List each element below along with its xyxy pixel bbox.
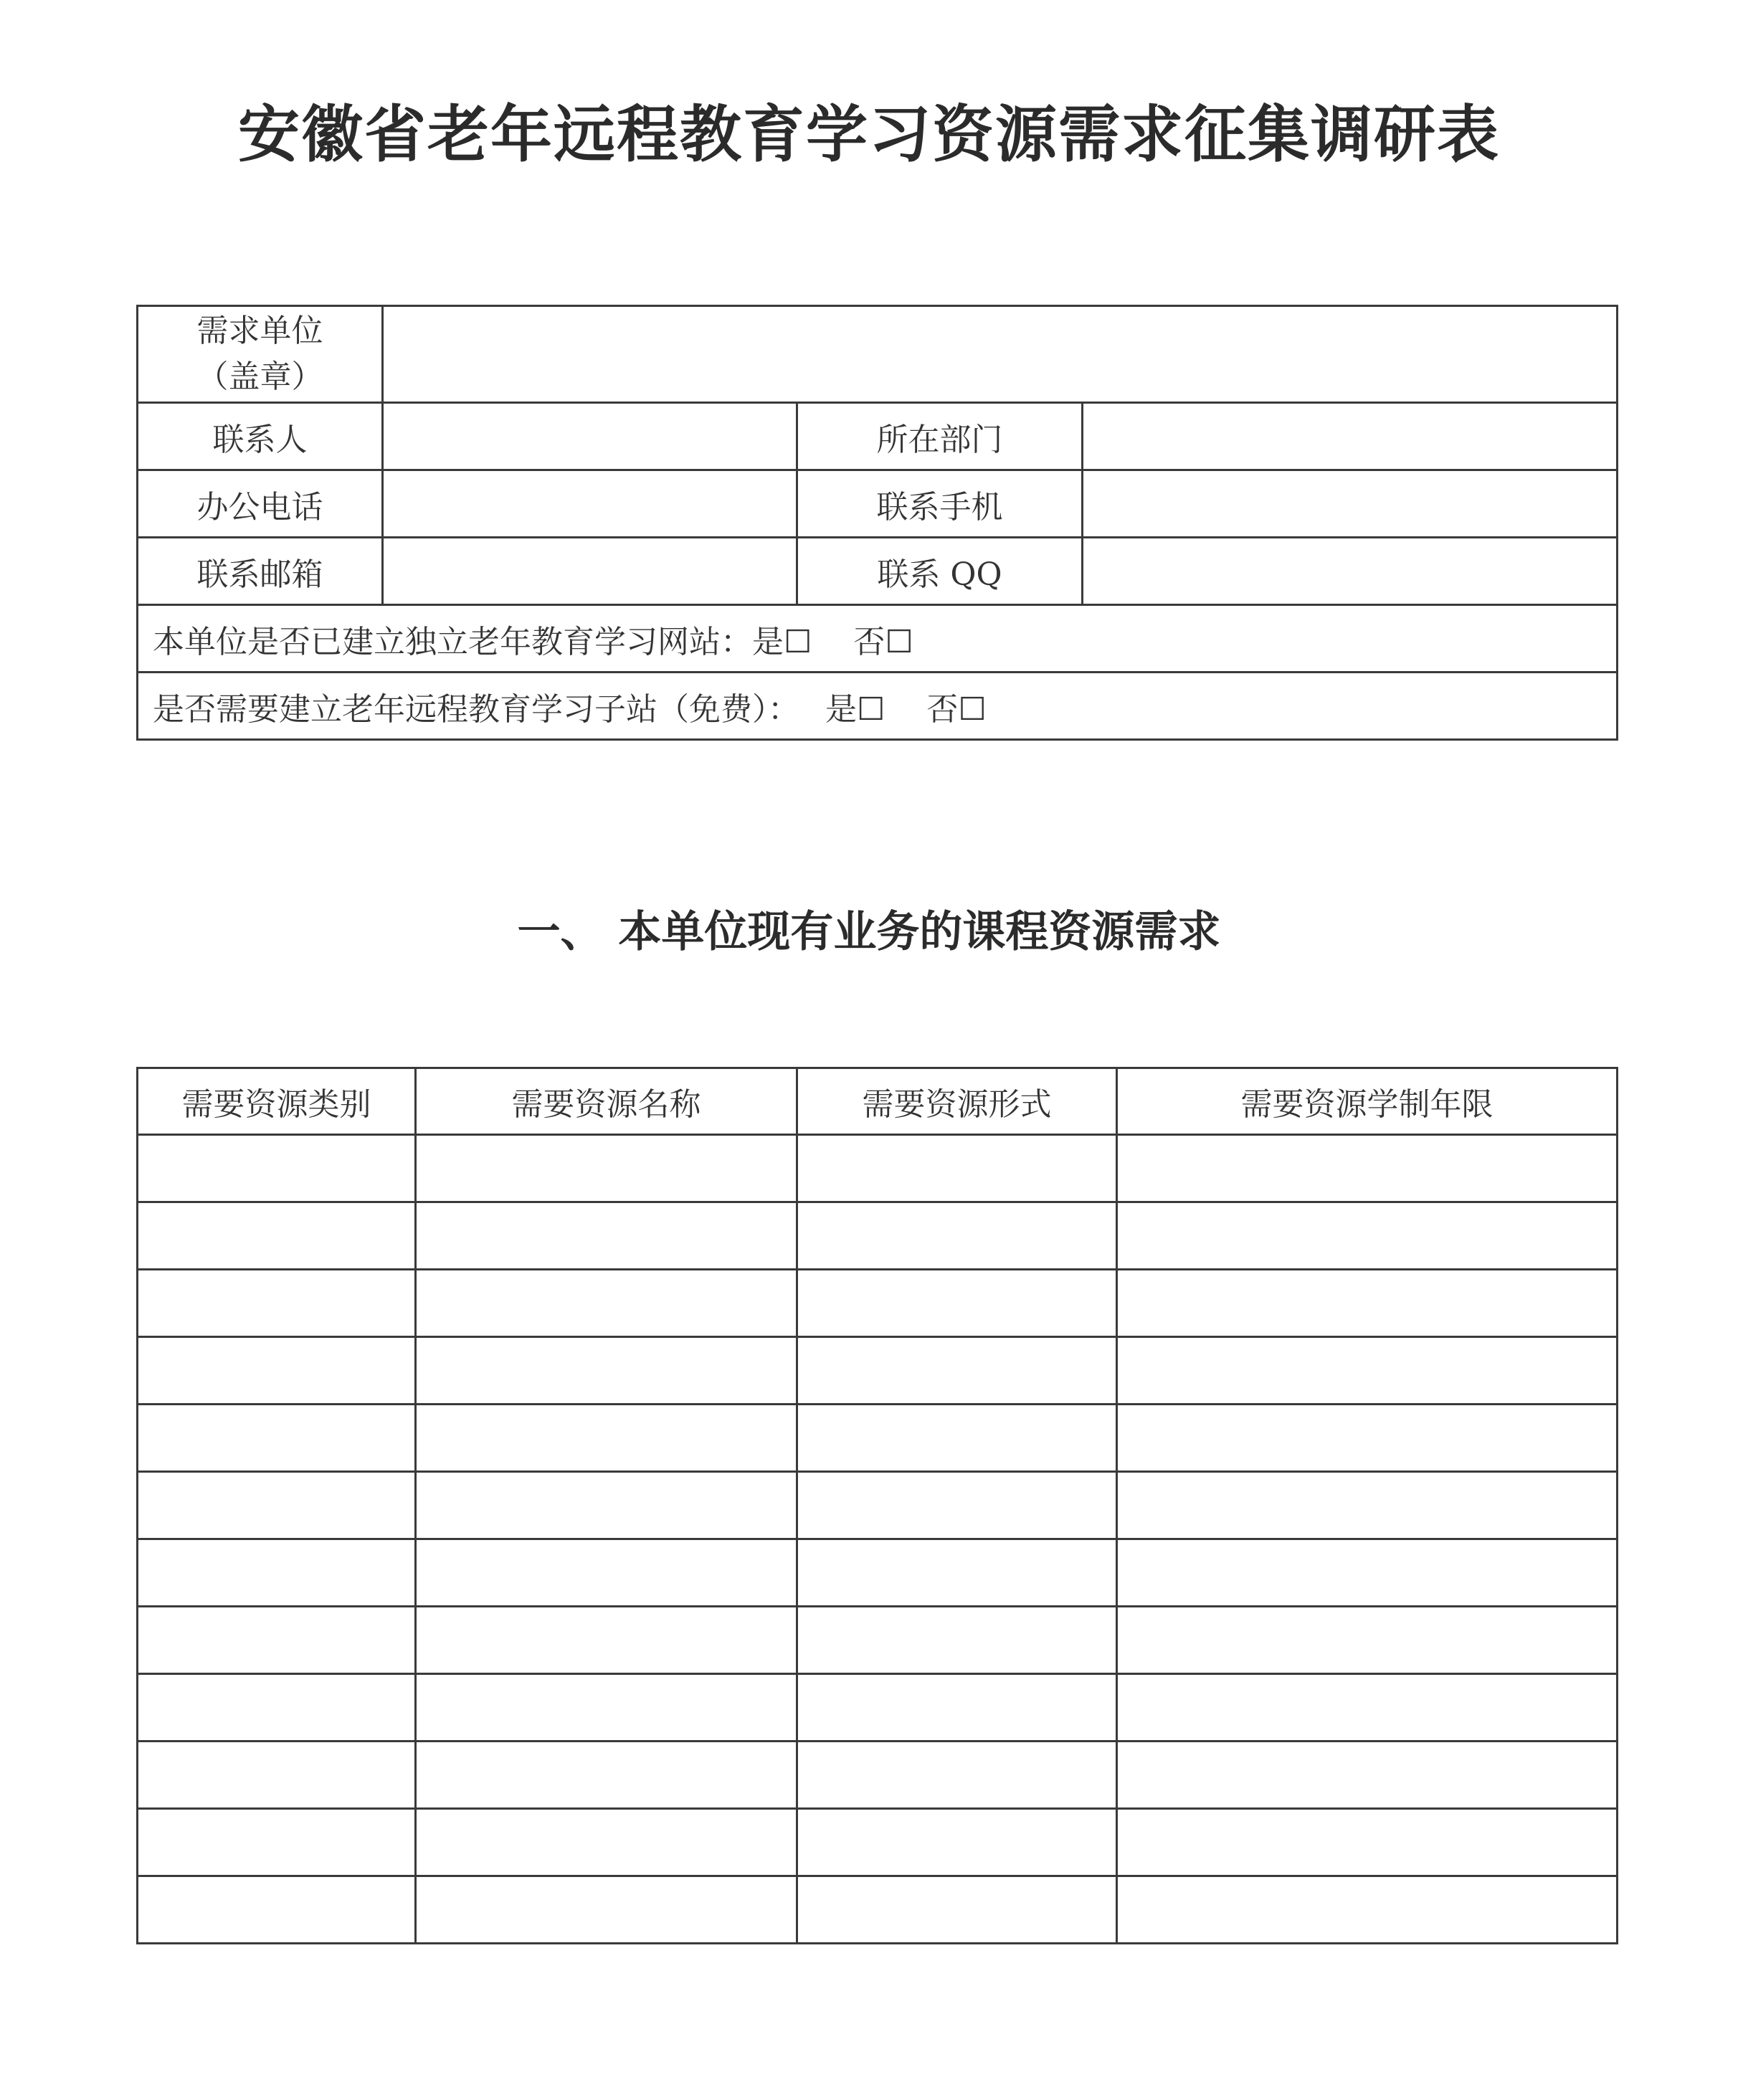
table-cell[interactable] [416,1674,797,1742]
department-label: 所在部门 [797,403,1083,470]
table-cell[interactable] [1117,1876,1618,1944]
header-resource-format: 需要资源形式 [797,1068,1117,1135]
table-cell[interactable] [416,1876,797,1944]
table-cell[interactable] [1117,1405,1618,1472]
table-row [138,1809,1618,1876]
unit-label: 需求单位 [196,313,323,349]
unit-field[interactable] [383,306,1618,403]
table-cell[interactable] [797,1270,1117,1337]
substation-question[interactable]: 是否需要建立老年远程教育学习子站（免费）： 是☐ 否☐ [138,673,1618,740]
table-cell[interactable] [138,1876,416,1944]
table-cell[interactable] [138,1135,416,1202]
table-cell[interactable] [797,1472,1117,1539]
table-cell[interactable] [1117,1472,1618,1539]
table-cell[interactable] [416,1202,797,1270]
table-cell[interactable] [797,1809,1117,1876]
table-cell[interactable] [797,1405,1117,1472]
table-row [138,1742,1618,1809]
contact-info-table [136,305,1618,741]
email-field[interactable] [383,538,797,605]
header-resource-category: 需要资源类别 [138,1068,416,1135]
table-cell[interactable] [1117,1270,1618,1337]
table-cell[interactable] [138,1539,416,1607]
section-heading: 一、 本单位现有业务的课程资源需求 [517,907,1221,957]
office-phone-label: 办公电话 [138,470,383,538]
table-row [138,1337,1618,1405]
table-cell[interactable] [797,1876,1117,1944]
mobile-field[interactable] [1083,470,1618,538]
table-row [138,1135,1618,1202]
qq-label: 联系 QQ [797,538,1083,605]
table-cell[interactable] [416,1270,797,1337]
contact-field[interactable] [383,403,797,470]
table-cell[interactable] [1117,1674,1618,1742]
table-cell[interactable] [797,1337,1117,1405]
department-field[interactable] [1083,403,1618,470]
table-cell[interactable] [797,1742,1117,1809]
table-row [138,1202,1618,1270]
table-cell[interactable] [416,1539,797,1607]
contact-label: 联系人 [138,403,383,470]
table-cell[interactable] [1117,1539,1618,1607]
table-cell[interactable] [416,1472,797,1539]
table-cell[interactable] [138,1270,416,1337]
table-cell[interactable] [138,1405,416,1472]
header-resource-name: 需要资源名称 [416,1068,797,1135]
table-cell[interactable] [797,1135,1117,1202]
table-cell[interactable] [1117,1742,1618,1809]
seal-note: （盖章） [196,358,323,395]
table-cell[interactable] [138,1202,416,1270]
table-cell[interactable] [416,1607,797,1674]
website-question[interactable]: 本单位是否已建立独立老年教育学习网站：是☐ 否☐ [138,605,1618,673]
office-phone-field[interactable] [383,470,797,538]
document-title: 安徽省老年远程教育学习资源需求征集调研表 [238,99,1500,171]
table-cell[interactable] [138,1472,416,1539]
unit-label-cell [138,306,383,403]
table-row [138,1405,1618,1472]
table-cell[interactable] [797,1202,1117,1270]
table-cell[interactable] [1117,1135,1618,1202]
table-cell[interactable] [416,1742,797,1809]
table-cell[interactable] [138,1337,416,1405]
email-label: 联系邮箱 [138,538,383,605]
table-row [138,1472,1618,1539]
table-row [138,1539,1618,1607]
table-cell[interactable] [1117,1337,1618,1405]
table-cell[interactable] [416,1809,797,1876]
table-cell[interactable] [416,1135,797,1202]
resource-needs-table [136,1067,1618,1944]
table-row [138,1607,1618,1674]
table-row [138,1674,1618,1742]
table-row [138,1270,1618,1337]
table-cell[interactable] [797,1539,1117,1607]
mobile-label: 联系手机 [797,470,1083,538]
table-row [138,1876,1618,1944]
table-cell[interactable] [1117,1809,1618,1876]
table-cell[interactable] [1117,1607,1618,1674]
table-cell[interactable] [797,1674,1117,1742]
qq-field[interactable] [1083,538,1618,605]
header-resource-duration: 需要资源学制年限 [1117,1068,1618,1135]
table-cell[interactable] [797,1607,1117,1674]
table-cell[interactable] [416,1405,797,1472]
table-cell[interactable] [138,1742,416,1809]
table-cell[interactable] [1117,1202,1618,1270]
table-cell[interactable] [138,1674,416,1742]
table-cell[interactable] [138,1607,416,1674]
resource-rows [138,1135,1618,1944]
table-cell[interactable] [138,1809,416,1876]
table-cell[interactable] [416,1337,797,1405]
